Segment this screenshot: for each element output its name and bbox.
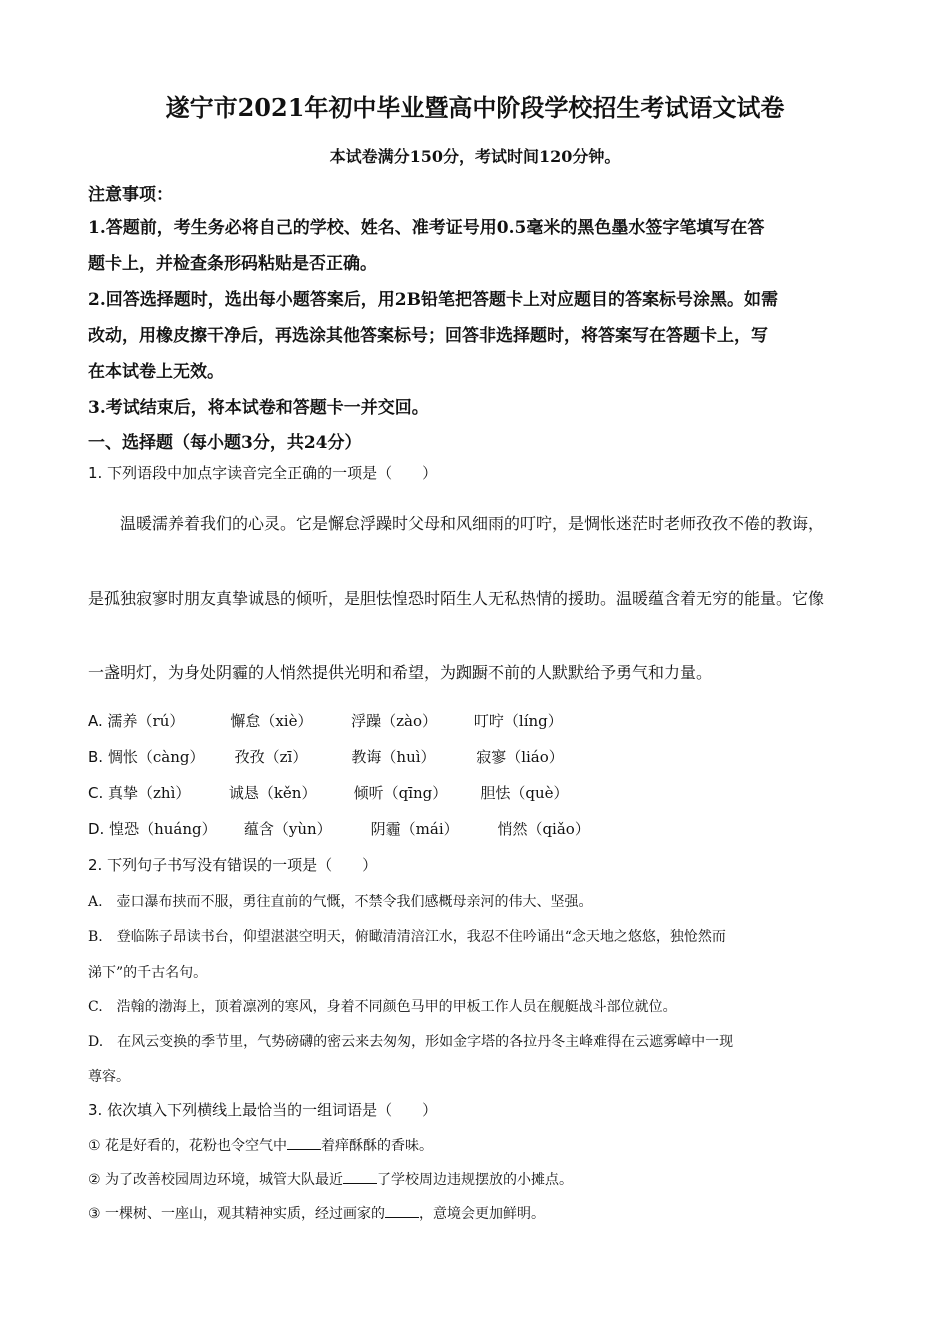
sentence-text: 一棵树、一座山，观其精神实质，经过画家的	[105, 1206, 386, 1222]
sentence-text: 为了改善校园周边环境，城管大队最近	[105, 1172, 344, 1188]
option-item: 浮躁（zào）	[351, 712, 437, 730]
fill-blank	[385, 1203, 419, 1218]
notice-item1-line1: 1.答题前，考生务必将自己的学校、姓名、准考证号用0.5毫米的黑色墨水签字笔填写在答	[88, 218, 765, 238]
question-2-stem	[88, 854, 377, 875]
question-3-stem	[88, 1099, 437, 1120]
option-item: 孜孜（zī）	[234, 748, 308, 766]
circled-number: ①	[88, 1138, 101, 1154]
exam-title: 遂宁市2021年初中毕业暨高中阶段学校招生考试语文试卷	[165, 93, 785, 122]
question-text: 下列语段中加点字读音完全正确的一项是（ ）	[107, 464, 438, 482]
q2-option-b-line2: 涕下”的千古名句。	[88, 965, 208, 981]
passage-line-1: 温暖濡养着我们的心灵。它是懈怠浮躁时父母和风细雨的叮咛，是惆怅迷茫时老师孜孜不倦的教诲，	[120, 514, 825, 533]
fill-blank	[287, 1135, 321, 1150]
option-letter: C.	[88, 784, 104, 802]
option-item: 惆怅（càng）	[107, 748, 205, 766]
option-item: 濡养（rú）	[107, 712, 185, 730]
option-a[interactable]	[88, 710, 563, 731]
option-item: 蕴含（yùn）	[243, 820, 332, 838]
option-item: 真挚（zhì）	[108, 784, 191, 802]
sentence-text: 了学校周边违规摆放的小摊点。	[377, 1172, 574, 1188]
question-number: 2.	[88, 856, 103, 874]
section-heading: 一、选择题（每小题3分，共24分）	[88, 433, 362, 453]
option-item: 寂寥（liáo）	[476, 748, 564, 766]
option-item: 诚恳（kěn）	[228, 784, 317, 802]
notice-item2-line2: 改动，用橡皮擦干净后，再选涂其他答案标号；回答非选择题时，将答案写在答题卡上，写	[88, 326, 768, 346]
option-item: 胆怯（què）	[480, 784, 569, 802]
q2-option-c[interactable]: C. 浩翰的渤海上，顶着凛冽的寒风，身着不同颜色马甲的甲板工作人员在舰艇战斗部位就位。	[88, 999, 677, 1015]
circled-number: ②	[88, 1172, 101, 1188]
q2-option-b-line1[interactable]: B. 登临陈子昂读书台，仰望湛湛空明天，俯瞰清清涪江水，我忍不住吟诵出“念天地之悠悠，独怆然而	[88, 929, 726, 945]
option-item: 惶恐（huáng）	[109, 820, 217, 838]
q3-sentence-1	[88, 1135, 433, 1155]
q2-option-a[interactable]: A. 壶口瀑布挟而不服，勇往直前的气慨，不禁令我们感概母亲河的伟大、坚强。	[88, 894, 593, 910]
option-item: 叮咛（líng）	[473, 712, 563, 730]
option-item: 倾听（qīng）	[353, 784, 448, 802]
option-letter: D.	[88, 820, 105, 838]
option-item: 悄然（qiǎo）	[497, 820, 590, 838]
q2-option-d-line2: 尊容。	[88, 1069, 130, 1085]
q3-sentence-2	[88, 1169, 573, 1189]
passage-line-2: 是孤独寂寥时朋友真挚诚恳的倾听，是胆怯惶恐时陌生人无私热情的援助。温暖蕴含着无穷的能量。它像	[88, 589, 825, 608]
q3-sentence-3	[88, 1203, 545, 1223]
question-number: 1.	[88, 464, 103, 482]
notice-item1-line2: 题卡上，并检查条形码粘贴是否正确。	[88, 254, 377, 274]
notice-item2-line1: 2.回答选择题时，选出每小题答案后，用2B铅笔把答题卡上对应题目的答案标号涂黑。如需	[88, 290, 778, 310]
option-c[interactable]	[88, 782, 569, 803]
option-letter: A.	[88, 712, 103, 730]
notice-item2-line3: 在本试卷上无效。	[88, 362, 224, 382]
question-1-stem	[88, 462, 437, 483]
passage-line-3: 一盏明灯，为身处阴霾的人悄然提供光明和希望，为踟蹰不前的人默默给予勇气和力量。	[88, 663, 713, 682]
sentence-text: ，意境会更加鲜明。	[419, 1206, 546, 1222]
option-letter: B.	[88, 748, 104, 766]
option-item: 懈怠（xiè）	[230, 712, 313, 730]
option-b[interactable]	[88, 746, 564, 767]
sentence-text: 着痒酥酥的香味。	[321, 1138, 434, 1154]
circled-number: ③	[88, 1206, 101, 1222]
option-d[interactable]	[88, 818, 590, 839]
fill-blank	[343, 1169, 377, 1184]
question-text: 依次填入下列横线上最恰当的一组词语是（ ）	[107, 1101, 438, 1119]
question-text: 下列句子书写没有错误的一项是（ ）	[107, 856, 378, 874]
notice-item3: 3.考试结束后，将本试卷和答题卡一并交回。	[88, 398, 429, 418]
q2-option-d-line1[interactable]: D. 在风云变换的季节里，气势磅礴的密云来去匆匆，形如金字塔的各拉丹冬主峰难得在云遮雾嶂中一现	[88, 1034, 734, 1050]
sentence-text: 花是好看的，花粉也令空气中	[105, 1138, 288, 1154]
exam-subtitle: 本试卷满分150分，考试时间120分钟。	[329, 147, 621, 166]
option-item: 教诲（huì）	[351, 748, 436, 766]
notice-heading: 注意事项：	[88, 185, 173, 205]
option-item: 阴霾（mái）	[370, 820, 459, 838]
question-number: 3.	[88, 1101, 103, 1119]
